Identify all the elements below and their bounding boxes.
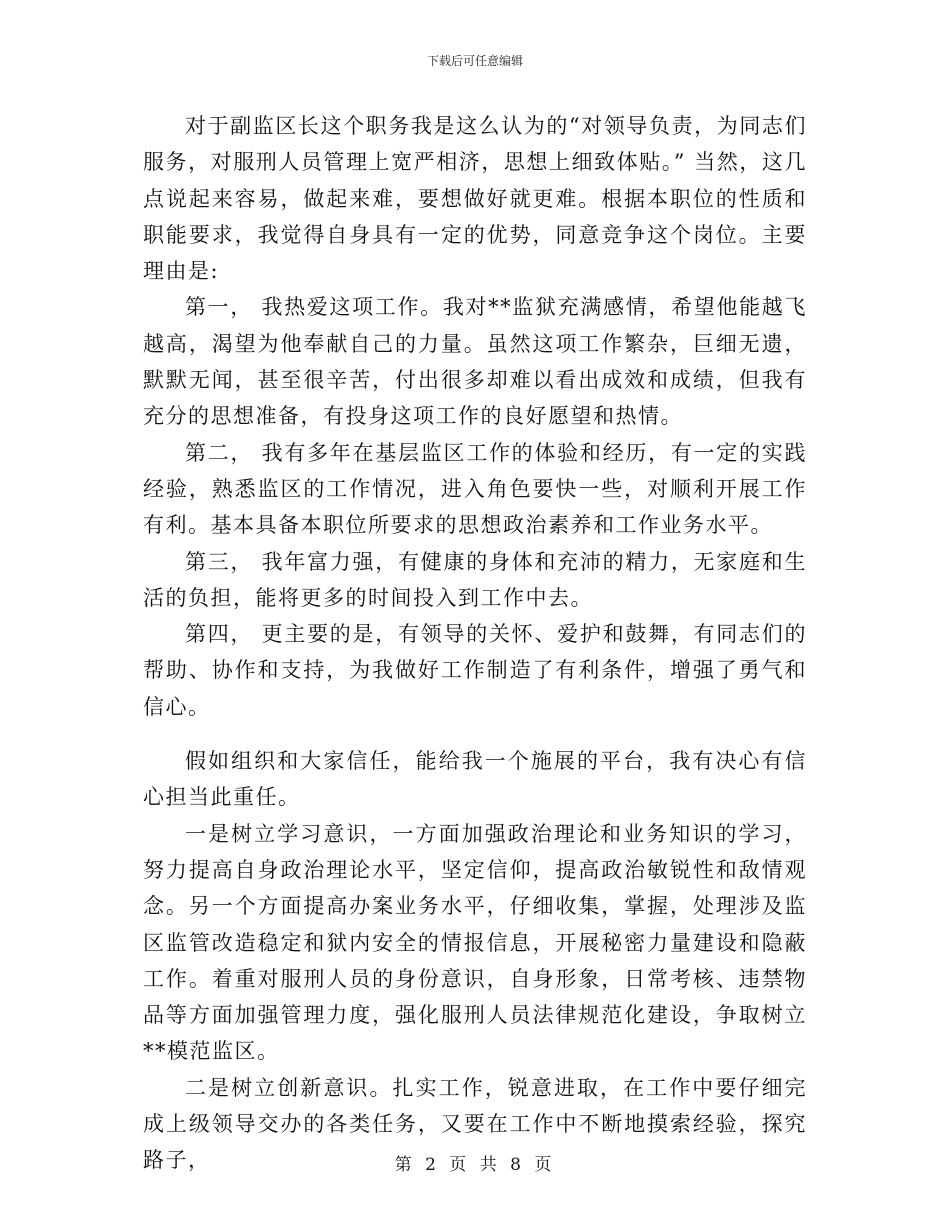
paragraph-commitment: 假如组织和大家信任，能给我一个施展的平台，我有决心有信心担当此重任。	[143, 749, 807, 810]
paragraph-intro: 对于副监区长这个职务我是这么认为的“对领导负责，为同志们服务，对服刑人员管理上宽严相济，思想上细致体贴。” 当然，这几点说起来容易，做起来难，要想做好就更难。根据本职位的性质和职能要求，我觉得自身具有一定的优势，同意竞争这个岗位。主要理由是:	[143, 114, 807, 284]
paragraph-reason-2: 第二， 我有多年在基层监区工作的体验和经历，有一定的实践经验，熟悉监区的工作情况，进入角色要快一些，对顺利开展工作有利。基本具备本职位所要求的思想政治素养和工作业务水平。	[143, 440, 807, 538]
paragraph-reason-1: 第一， 我热爱这项工作。我对**监狱充满感情，希望他能越飞越高，渴望为他奉献自己的力量。虽然这项工作繁杂，巨细无遗，默默无闻，甚至很辛苦，付出很多却难以看出成效和成绩，但我有充分的思想准备，有投身这项工作的良好愿望和热情。	[143, 295, 807, 429]
page-number: 第 2 页 共 8 页	[394, 1155, 556, 1175]
paragraph-reason-4: 第四， 更主要的是，有领导的关怀、爱护和鼓舞，有同志们的帮助、协作和支持，为我做好工作制造了有利条件，增强了勇气和信心。	[143, 622, 807, 719]
page-header: 下载后可任意编辑	[426, 54, 523, 68]
paragraph-spacer	[143, 725, 807, 743]
document-body	[143, 108, 807, 1179]
paragraph-plan-1: 一是树立学习意识，一方面加强政治理论和业务知识的学习，努力提高自身政治理论水平，坚定信仰，提高政治敏锐性和敌情观念。另一个方面提高办案业务水平，仔细收集，掌握，处理涉及监区监管改造稳定和狱内安全的情报信息，开展秘密力量建设和隐蔽工作。着重对服刑人员的身份意识，自身形象，日常考核、违禁物品等方面加强管理力度，强化服刑人员法律规范化建设，争取树立**模范监区。	[143, 821, 807, 1064]
paragraph-reason-3: 第三， 我年富力强，有健康的身体和充沛的精力，无家庭和生活的负担，能将更多的时间投入到工作中去。	[143, 549, 807, 610]
paragraph-plan-2: 二是树立创新意识。扎实工作，锐意进取，在工作中要仔细完成上级领导交办的各类任务，又要在工作中不断地摸索经验，探究路子，	[143, 1075, 807, 1173]
